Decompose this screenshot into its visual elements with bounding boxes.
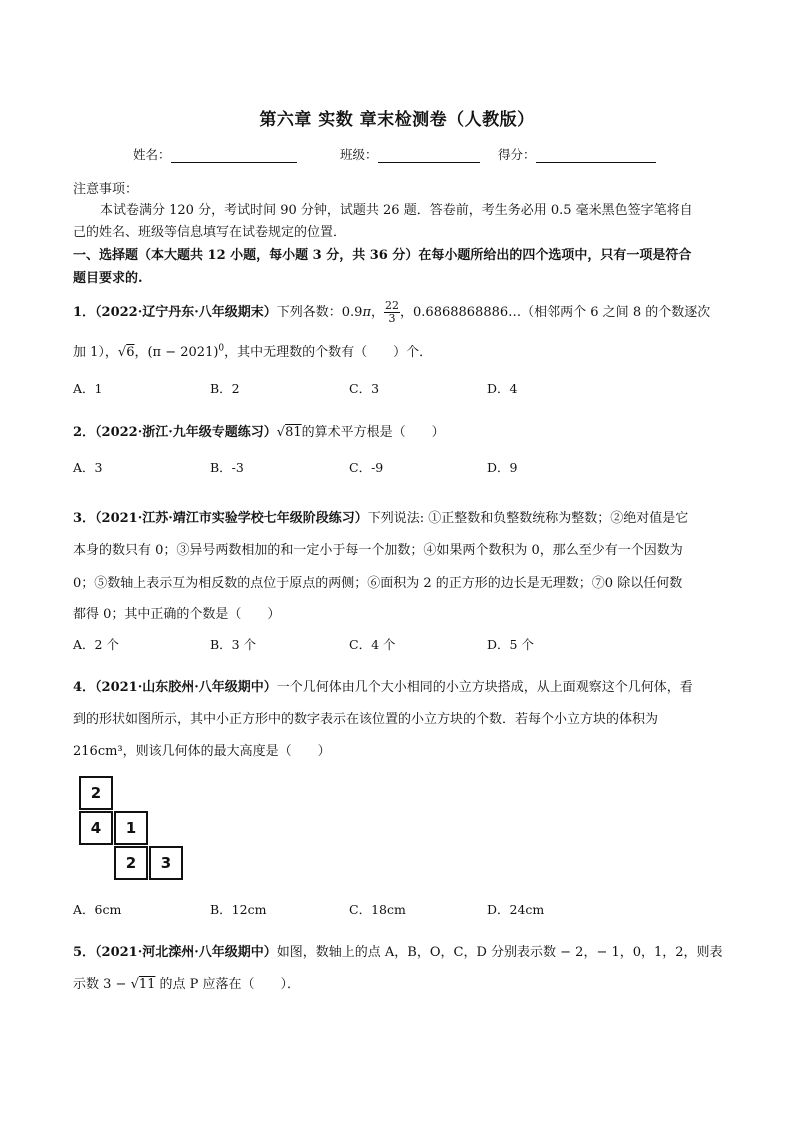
notes-line-2: 己的姓名、班级等信息填写在试卷规定的位置． — [73, 225, 347, 240]
grid-cell: 4 — [79, 811, 113, 845]
q1-comma: ， — [371, 305, 385, 320]
q3-option-c[interactable]: C．4 个 — [349, 637, 396, 652]
q4-option-d[interactable]: D．24cm — [487, 902, 545, 917]
q4-source: （2021·山东胶州·八年级期中） — [95, 680, 277, 695]
notes-line-1: 本试卷满分 120 分，考试时间 90 分钟，试题共 26 题．答卷前，考生务必用 0.5 毫米黑色签字笔将自 — [100, 203, 693, 218]
grid-cell: 2 — [79, 776, 113, 810]
class-blank[interactable] — [378, 149, 480, 163]
q2-option-c[interactable]: C．-9 — [349, 460, 384, 475]
grid-cell: 2 — [114, 846, 148, 880]
q2-source: （2022·浙江·九年级专题练习） — [95, 425, 277, 440]
grid-cell: 3 — [149, 846, 183, 880]
q4-line-3: 216cm³，则该几何体的最大高度是（ ） — [73, 744, 331, 759]
q1-line2-a: 加 1）， — [73, 345, 118, 360]
q2-number: 2． — [73, 425, 96, 440]
name-field — [133, 145, 297, 163]
q5-number: 5． — [73, 945, 96, 960]
score-blank[interactable] — [536, 149, 656, 163]
q2-sqrt81: 81 — [285, 425, 302, 440]
q2-option-b[interactable]: B．-3 — [210, 460, 244, 475]
q5-text-1: 如图，数轴上的点 A，B，O，C，D 分别表示数 − 2，− 1，0，1，2，则表 — [276, 945, 723, 960]
section1-line-1: 一、选择题（本大题共 12 小题，每小题 3 分，共 36 分）在每小题所给出的四个选项中，只有一项是符合 — [73, 248, 692, 263]
q1-number: 1． — [73, 305, 96, 320]
q4-option-b[interactable]: B．12cm — [210, 902, 267, 917]
q3-option-d[interactable]: D．5 个 — [487, 637, 534, 652]
q5-sqrt11: 11 — [138, 977, 156, 992]
q3-option-a[interactable]: A．2 个 — [73, 637, 119, 652]
q5-line-2: 示数 3 − √11 的点 P 应落在（ ）． — [73, 977, 301, 992]
q1-frac-den: 3 — [388, 312, 396, 325]
q1-text-b: ，0.6868868886…（相邻两个 6 之间 8 的个数逐次 — [400, 305, 711, 320]
q3-text-1: 下列说法: ①正整数和负整数统称为整数；②绝对值是它 — [367, 511, 689, 526]
q4-option-a[interactable]: A．6cm — [73, 902, 122, 917]
q1-line-1 — [73, 300, 710, 325]
q4-option-c[interactable]: C．18cm — [349, 902, 406, 917]
notes-label: 注意事项： — [73, 182, 139, 197]
score-field — [498, 145, 656, 163]
q1-option-d[interactable]: D．4 — [487, 381, 518, 396]
q1-option-a[interactable]: A．1 — [73, 381, 103, 396]
q4-number: 4． — [73, 680, 96, 695]
q1-frac-num: 22 — [385, 299, 400, 312]
q4-text-1: 一个几何体由几个大小相同的小立方块搭成，从上面观察这个几何体，看 — [276, 680, 693, 695]
q1-sqrt6: 6 — [126, 345, 135, 360]
page-title: 第六章 实数 章末检测卷（人教版） — [259, 110, 535, 130]
score-label: 得分： — [498, 147, 536, 162]
q3-line-4: 都得 0；其中正确的个数是（ ） — [73, 607, 281, 622]
q3-source: （2021·江苏·靖江市实验学校七年级阶段练习） — [95, 511, 368, 526]
q1-exp0: 0 — [218, 343, 225, 354]
q1-source: （2022·辽宁丹东·八年级期末） — [95, 305, 277, 320]
q2-text: 的算术平方根是（ ） — [301, 425, 445, 440]
q4-line-1 — [73, 676, 693, 695]
q3-option-b[interactable]: B．3 个 — [210, 637, 257, 652]
q1-pi: π — [362, 305, 372, 320]
q1-line-2: 加 1），√6，$(\pi - 2021)^0$，其中无理数的个数有（ ）个． — [73, 343, 433, 360]
q5-line2-b: 的点 P 应落在（ ）． — [155, 977, 301, 992]
q2-option-d[interactable]: D．9 — [487, 460, 518, 475]
name-blank[interactable] — [171, 149, 297, 163]
q3-line-3: 0；⑤数轴上表示互为相反数的点位于原点的两侧；⑥面积为 2 的正方形的边长是无理数；⑦0 除以任何数 — [73, 576, 683, 591]
q2-line-1: 2．（2022·浙江·九年级专题练习）√81的算术平方根是（ ） — [73, 425, 445, 440]
q3-number: 3． — [73, 511, 96, 526]
q1-line2-b: ，(π − 2021) — [134, 345, 219, 360]
class-field — [340, 145, 480, 163]
q3-line-2: 本身的数只有 0；③异号两数相加的和一定小于每一个加数；④如果两个数积为 0，那么至少有一个因数为 — [73, 543, 683, 558]
section1-line-2: 题目要求的. — [73, 271, 143, 286]
q1-line2-c: ，其中无理数的个数有（ ）个． — [224, 345, 433, 360]
name-label: 姓名： — [133, 147, 171, 162]
q1-fraction — [384, 300, 400, 325]
q1-option-c[interactable]: C．3 — [349, 381, 380, 396]
q5-source: （2021·河北滦州·八年级期中） — [95, 945, 277, 960]
q2-option-a[interactable]: A．3 — [73, 460, 103, 475]
q5-line2-a: 示数 3 − — [73, 977, 131, 992]
q3-line-1 — [73, 507, 688, 526]
q1-text-a: 下列各数：0.9 — [276, 305, 363, 320]
grid-cell: 1 — [114, 811, 148, 845]
q1-option-b[interactable]: B．2 — [210, 381, 240, 396]
q5-line-1 — [73, 941, 723, 960]
q4-line-2: 到的形状如图所示，其中小正方形中的数字表示在该位置的小立方块的个数．若每个小立方块的体积为 — [73, 712, 659, 727]
class-label: 班级： — [340, 147, 378, 162]
